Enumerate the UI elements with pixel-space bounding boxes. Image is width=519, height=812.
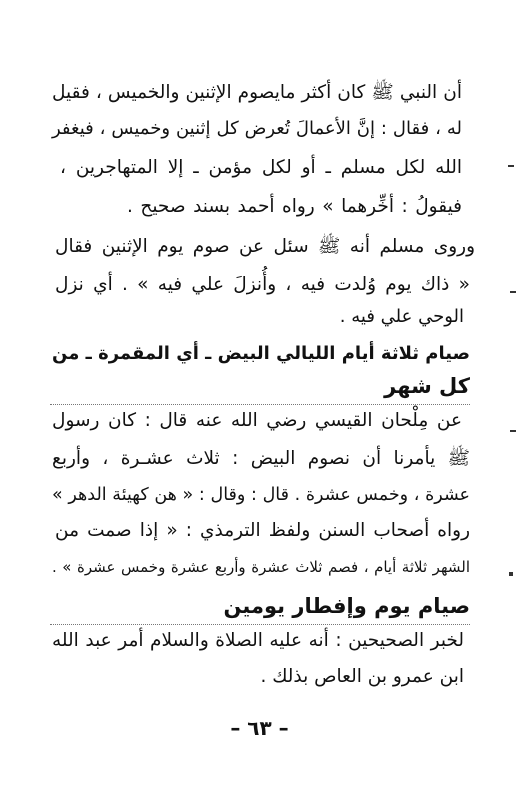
- text-line: « ذاك يوم وُلدت فيه ، وأُنزلَ علي فيه » . أي نزل: [55, 274, 470, 295]
- section-heading: صيام ثلاثة أيام الليالي البيض ـ أي المقمرة ـ من: [52, 343, 470, 364]
- text-line: فيقولُ : أخِّرهما » رواه أحمد بسند صحيح .: [127, 196, 462, 217]
- page-number: – ٦٣ –: [230, 716, 289, 740]
- text-line: عن مِلْحان القيسي رضي الله عنه قال : كان رسول: [52, 410, 462, 431]
- text-line: له ، فقال : إنَّ الأعمالَ تُعرض كل إثنين وخميس ، فيغفر: [52, 118, 462, 139]
- text-line: عشرة ، وخمس عشرة . قال : وقال : « هن كهيئة الدهر »: [52, 485, 470, 505]
- margin-mark: [510, 430, 516, 432]
- text-line: رواه أصحاب السنن ولفظ الترمذي : « إذا صمت من: [55, 520, 470, 541]
- text-line: لخبر الصحيحين : أنه عليه الصلاة والسلام أمر عبد الله: [52, 630, 464, 651]
- text-line: الله لكل مسلم ـ أو لكل مؤمن ـ إلا المتهاجرين ،: [60, 157, 462, 178]
- text-line: ﷺ يأمرنا أن نصوم البيض : ثلاث عشـرة ، وأربع: [52, 448, 470, 469]
- text-line: وروى مسلم أنه ﷺ سئل عن صوم يوم الإثنين فقال: [55, 236, 475, 257]
- text-line: الشهر ثلاثة أيام ، فصم ثلاث عشرة وأربع عشرة وخمس عشرة » .: [52, 558, 470, 576]
- margin-mark: [510, 291, 516, 293]
- margin-mark: [509, 572, 513, 576]
- text-line: الوحي علي فيه .: [339, 306, 464, 327]
- margin-mark: [508, 165, 514, 167]
- section-heading: صيام يوم وإفطار يومين: [223, 594, 470, 618]
- text-line: أن النبي ﷺ كان أكثر مايصوم الإثنين والخميس ، فقيل: [52, 82, 462, 103]
- divider: [50, 404, 470, 405]
- divider: [50, 624, 470, 625]
- section-heading: كل شهر: [384, 374, 470, 398]
- text-line: ابن عمرو بن العاص بذلك .: [260, 666, 464, 687]
